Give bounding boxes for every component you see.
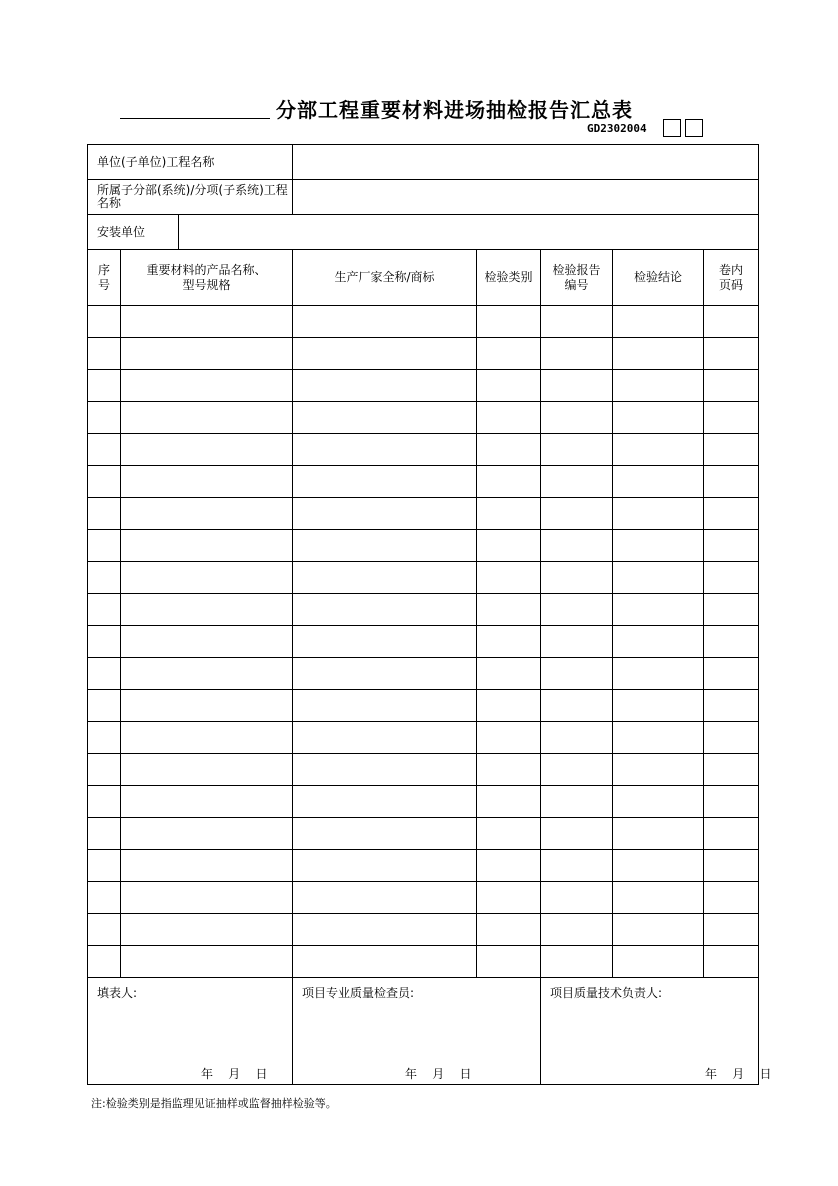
row-report-no-cell[interactable] [541, 306, 613, 338]
row-seq-cell[interactable] [88, 370, 121, 402]
row-seq-cell[interactable] [88, 338, 121, 370]
row-page-cell[interactable] [704, 690, 759, 722]
row-manufacturer-cell[interactable] [293, 754, 477, 786]
row-material-cell[interactable] [121, 690, 293, 722]
row-category-cell[interactable] [477, 434, 541, 466]
row-seq-cell[interactable] [88, 690, 121, 722]
code-box-2[interactable] [685, 119, 703, 137]
row-seq-cell[interactable] [88, 754, 121, 786]
row-manufacturer-cell[interactable] [293, 402, 477, 434]
row-category-cell[interactable] [477, 370, 541, 402]
inspector-date: 年 月 日 [405, 1067, 472, 1081]
col-header-report-no: 检验报告编号 [541, 250, 613, 306]
row-report-no-cell[interactable] [541, 850, 613, 882]
row-category-cell[interactable] [477, 658, 541, 690]
row-manufacturer-cell[interactable] [293, 658, 477, 690]
row-page-cell[interactable] [704, 338, 759, 370]
row-conclusion-cell[interactable] [613, 882, 704, 914]
summary-table [87, 144, 772, 1085]
row-report-no-cell[interactable] [541, 402, 613, 434]
row-material-cell[interactable] [121, 882, 293, 914]
table-row [88, 850, 759, 882]
row-page-cell[interactable] [704, 722, 759, 754]
row-material-cell[interactable] [121, 626, 293, 658]
row-seq-cell[interactable] [88, 530, 121, 562]
row-category-cell[interactable] [477, 338, 541, 370]
row-material-cell[interactable] [121, 434, 293, 466]
row-seq-cell[interactable] [88, 306, 121, 338]
row-seq-cell[interactable] [88, 818, 121, 850]
table-row [88, 914, 759, 946]
row-conclusion-cell[interactable] [613, 914, 704, 946]
row-seq-cell[interactable] [88, 882, 121, 914]
row-page-cell[interactable] [704, 370, 759, 402]
table-row [88, 370, 759, 402]
row-manufacturer-cell[interactable] [293, 626, 477, 658]
row-conclusion-cell[interactable] [613, 562, 704, 594]
row-material-cell[interactable] [121, 946, 293, 978]
row-manufacturer-cell[interactable] [293, 498, 477, 530]
row-seq-cell[interactable] [88, 466, 121, 498]
row-report-no-cell[interactable] [541, 754, 613, 786]
row-report-no-cell[interactable] [541, 626, 613, 658]
row-material-cell[interactable] [121, 594, 293, 626]
row-manufacturer-cell[interactable] [293, 338, 477, 370]
table-row [88, 562, 759, 594]
row-report-no-cell[interactable] [541, 818, 613, 850]
row-report-no-cell[interactable] [541, 946, 613, 978]
tech-lead-signature-cell[interactable] [541, 978, 772, 1085]
row-category-cell[interactable] [477, 850, 541, 882]
row-category-cell[interactable] [477, 626, 541, 658]
row-page-cell[interactable] [704, 434, 759, 466]
row-material-cell[interactable] [121, 786, 293, 818]
row-page-cell[interactable] [704, 402, 759, 434]
row-material-cell[interactable] [121, 338, 293, 370]
table-row [88, 338, 759, 370]
row-seq-cell[interactable] [88, 722, 121, 754]
row-conclusion-cell[interactable] [613, 786, 704, 818]
row-page-cell[interactable] [704, 658, 759, 690]
row-material-cell[interactable] [121, 850, 293, 882]
row-seq-cell[interactable] [88, 914, 121, 946]
row-material-cell[interactable] [121, 402, 293, 434]
table-row [88, 882, 759, 914]
row-conclusion-cell[interactable] [613, 850, 704, 882]
row-material-cell[interactable] [121, 754, 293, 786]
row-conclusion-cell[interactable] [613, 626, 704, 658]
row-conclusion-cell[interactable] [613, 722, 704, 754]
row-conclusion-cell[interactable] [613, 434, 704, 466]
row-category-cell[interactable] [477, 754, 541, 786]
row-page-cell[interactable] [704, 562, 759, 594]
row-seq-cell[interactable] [88, 594, 121, 626]
row-conclusion-cell[interactable] [613, 338, 704, 370]
table-row [88, 434, 759, 466]
row-report-no-cell[interactable] [541, 434, 613, 466]
form-code: GD2302004 [587, 122, 647, 135]
row-conclusion-cell[interactable] [613, 594, 704, 626]
row-seq-cell[interactable] [88, 626, 121, 658]
row-page-cell[interactable] [704, 818, 759, 850]
row-seq-cell[interactable] [88, 498, 121, 530]
row-conclusion-cell[interactable] [613, 498, 704, 530]
table-row [88, 786, 759, 818]
table-row [88, 530, 759, 562]
table-row [88, 594, 759, 626]
inspector-label: 项目专业质量检查员: [302, 986, 415, 1000]
row-category-cell[interactable] [477, 306, 541, 338]
install-unit-label: 安装单位 [88, 215, 179, 250]
row-manufacturer-cell[interactable] [293, 946, 477, 978]
col-header-page: 卷内页码 [704, 250, 759, 306]
tech-lead-date: 年 月 日 [705, 1067, 772, 1081]
row-conclusion-cell[interactable] [613, 402, 704, 434]
row-material-cell[interactable] [121, 914, 293, 946]
row-seq-cell[interactable] [88, 402, 121, 434]
row-manufacturer-cell[interactable] [293, 594, 477, 626]
row-manufacturer-cell[interactable] [293, 562, 477, 594]
table-row [88, 402, 759, 434]
row-report-no-cell[interactable] [541, 690, 613, 722]
row-conclusion-cell[interactable] [613, 466, 704, 498]
row-manufacturer-cell[interactable] [293, 530, 477, 562]
row-category-cell[interactable] [477, 818, 541, 850]
row-category-cell[interactable] [477, 402, 541, 434]
row-report-no-cell[interactable] [541, 530, 613, 562]
filler-date: 年 月 日 [201, 1067, 268, 1081]
row-page-cell[interactable] [704, 626, 759, 658]
row-report-no-cell[interactable] [541, 594, 613, 626]
row-page-cell[interactable] [704, 466, 759, 498]
table-row [88, 754, 759, 786]
inspector-signature-cell[interactable] [293, 978, 541, 1085]
row-manufacturer-cell[interactable] [293, 434, 477, 466]
table-row [88, 818, 759, 850]
tech-lead-label: 项目质量技术负责人: [550, 986, 663, 1000]
row-category-cell[interactable] [477, 594, 541, 626]
row-category-cell[interactable] [477, 946, 541, 978]
table-row [88, 498, 759, 530]
row-page-cell[interactable] [704, 594, 759, 626]
table-row [88, 626, 759, 658]
row-page-cell[interactable] [704, 882, 759, 914]
row-conclusion-cell[interactable] [613, 690, 704, 722]
row-conclusion-cell[interactable] [613, 946, 704, 978]
row-seq-cell[interactable] [88, 850, 121, 882]
row-report-no-cell[interactable] [541, 498, 613, 530]
install-unit-field[interactable] [179, 215, 759, 250]
form-title: 分部工程重要材料进场抽检报告汇总表 [276, 98, 633, 122]
col-header-material: 重要材料的产品名称、型号规格 [121, 250, 293, 306]
row-conclusion-cell[interactable] [613, 818, 704, 850]
row-category-cell[interactable] [477, 498, 541, 530]
row-report-no-cell[interactable] [541, 370, 613, 402]
subpart-project-field[interactable] [293, 180, 759, 215]
row-manufacturer-cell[interactable] [293, 914, 477, 946]
row-seq-cell[interactable] [88, 434, 121, 466]
table-row [88, 306, 759, 338]
row-seq-cell[interactable] [88, 786, 121, 818]
row-manufacturer-cell[interactable] [293, 850, 477, 882]
row-conclusion-cell[interactable] [613, 370, 704, 402]
row-material-cell[interactable] [121, 818, 293, 850]
row-manufacturer-cell[interactable] [293, 882, 477, 914]
row-category-cell[interactable] [477, 690, 541, 722]
row-category-cell[interactable] [477, 786, 541, 818]
row-manufacturer-cell[interactable] [293, 690, 477, 722]
row-material-cell[interactable] [121, 466, 293, 498]
table-row [88, 466, 759, 498]
row-conclusion-cell[interactable] [613, 658, 704, 690]
table-row [88, 946, 759, 978]
row-manufacturer-cell[interactable] [293, 722, 477, 754]
row-report-no-cell[interactable] [541, 338, 613, 370]
row-material-cell[interactable] [121, 306, 293, 338]
col-header-category: 检验类别 [477, 250, 541, 306]
code-box-1[interactable] [663, 119, 681, 137]
row-seq-cell[interactable] [88, 658, 121, 690]
unit-project-field[interactable] [293, 145, 759, 180]
row-material-cell[interactable] [121, 658, 293, 690]
row-page-cell[interactable] [704, 786, 759, 818]
row-report-no-cell[interactable] [541, 562, 613, 594]
row-report-no-cell[interactable] [541, 658, 613, 690]
row-report-no-cell[interactable] [541, 722, 613, 754]
col-header-manufacturer: 生产厂家全称/商标 [293, 250, 477, 306]
unit-project-label: 单位(子单位)工程名称 [88, 145, 293, 180]
row-material-cell[interactable] [121, 370, 293, 402]
row-conclusion-cell[interactable] [613, 754, 704, 786]
subpart-project-label: 所属子分部(系统)/分项(子系统)工程名称 [88, 180, 293, 215]
row-material-cell[interactable] [121, 530, 293, 562]
table-body [88, 306, 759, 978]
row-category-cell[interactable] [477, 530, 541, 562]
row-category-cell[interactable] [477, 466, 541, 498]
filler-signature-cell[interactable] [88, 978, 293, 1085]
row-report-no-cell[interactable] [541, 914, 613, 946]
row-manufacturer-cell[interactable] [293, 786, 477, 818]
table-row [88, 658, 759, 690]
row-seq-cell[interactable] [88, 946, 121, 978]
row-seq-cell[interactable] [88, 562, 121, 594]
row-page-cell[interactable] [704, 946, 759, 978]
row-conclusion-cell[interactable] [613, 306, 704, 338]
row-report-no-cell[interactable] [541, 882, 613, 914]
row-report-no-cell[interactable] [541, 466, 613, 498]
table-row [88, 722, 759, 754]
row-category-cell[interactable] [477, 914, 541, 946]
row-material-cell[interactable] [121, 498, 293, 530]
row-category-cell[interactable] [477, 722, 541, 754]
col-header-seq: 序号 [88, 250, 121, 306]
row-manufacturer-cell[interactable] [293, 370, 477, 402]
row-page-cell[interactable] [704, 306, 759, 338]
table-row [88, 690, 759, 722]
row-page-cell[interactable] [704, 498, 759, 530]
footnote: 注:检验类别是指监理见证抽样或监督抽样检验等。 [91, 1097, 337, 1110]
row-manufacturer-cell[interactable] [293, 466, 477, 498]
row-category-cell[interactable] [477, 562, 541, 594]
row-material-cell[interactable] [121, 722, 293, 754]
row-page-cell[interactable] [704, 754, 759, 786]
row-category-cell[interactable] [477, 882, 541, 914]
row-material-cell[interactable] [121, 562, 293, 594]
col-header-conclusion: 检验结论 [613, 250, 704, 306]
row-page-cell[interactable] [704, 530, 759, 562]
title-blank-line [120, 118, 270, 119]
row-report-no-cell[interactable] [541, 786, 613, 818]
row-conclusion-cell[interactable] [613, 530, 704, 562]
row-manufacturer-cell[interactable] [293, 818, 477, 850]
row-page-cell[interactable] [704, 914, 759, 946]
row-page-cell[interactable] [704, 850, 759, 882]
filler-label: 填表人: [97, 986, 138, 1000]
row-manufacturer-cell[interactable] [293, 306, 477, 338]
